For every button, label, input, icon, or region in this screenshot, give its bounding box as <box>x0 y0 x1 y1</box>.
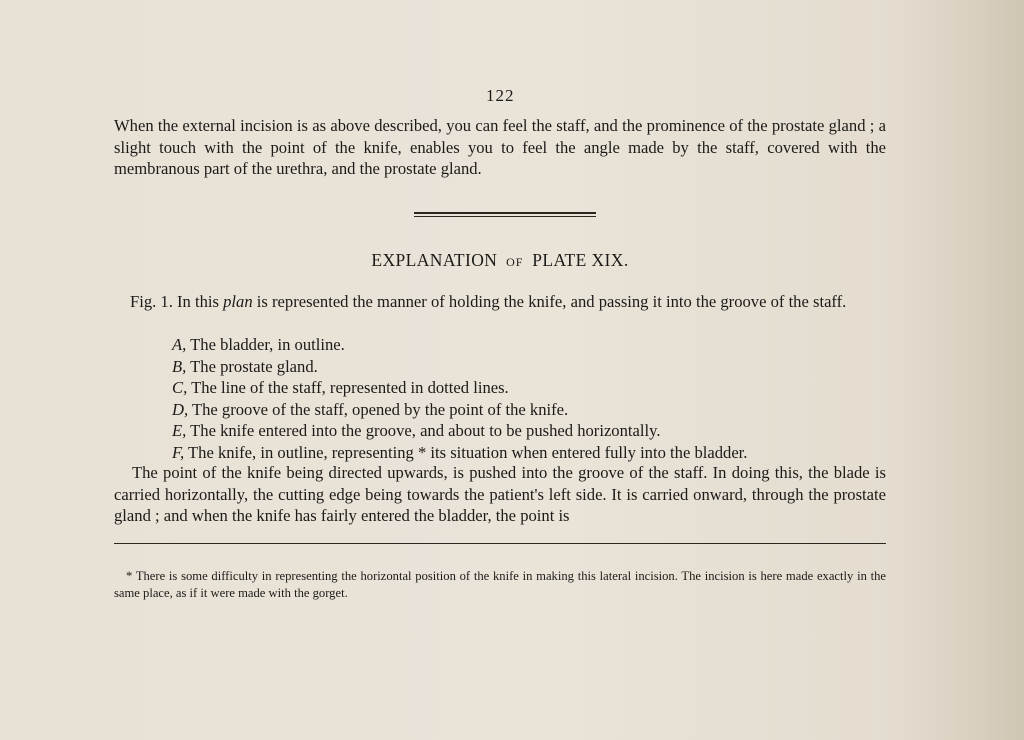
legend-item-a <box>172 334 886 356</box>
fig1-lead: Fig. 1. In this <box>130 292 224 311</box>
heading-explanation: EXPLANATION <box>371 250 498 270</box>
heading-plate: PLATE XIX. <box>532 250 629 270</box>
footnote-rule <box>114 543 886 544</box>
footnote: * There is some difficulty in representing the horizontal position of the knife in making this lateral incision. The incision is here made exactly in the same place, as if it were made with the gorget. <box>114 569 886 600</box>
legend-item-b <box>172 356 886 378</box>
legend-key: D, <box>172 399 189 419</box>
fig1-italic: plan <box>223 292 253 311</box>
intro-paragraph: When the external incision is as above described, you can feel the staff, and the prominence of the prostate gland ; a slight touch with the point of the knife, enables you to feel the angle made by the staff, covered with the membranous part of the urethra, and the prostate gland. <box>114 116 886 178</box>
procedure-paragraph: The point of the knife being directed upwards, is pushed into the groove of the staff. In doing this, the blade is carried horizontally, the cutting edge being towards the patient's left side. It is carried onward, through the prostate gland ; and when the knife has fairly entered the bladder, the point is <box>114 463 886 525</box>
legend-text: The line of the staff, represented in dotted lines. <box>187 378 509 397</box>
heading-of: OF <box>506 255 524 269</box>
legend-text: The prostate gland. <box>186 356 318 376</box>
legend-key: C, <box>172 378 188 397</box>
legend-key: A, <box>172 335 187 354</box>
legend-key: F, <box>172 442 185 462</box>
legend-text: The groove of the staff, opened by the point of the knife. <box>188 399 569 419</box>
legend-list <box>172 334 886 463</box>
legend-key: B, <box>172 356 187 376</box>
legend-key: E, <box>172 421 187 440</box>
fig1-rest: is represented the manner of holding the knife, and passing it into the groove of the staff. <box>252 292 847 311</box>
legend-item-c <box>172 377 886 399</box>
page-number: 122 <box>486 86 515 105</box>
legend-item-f <box>172 442 886 464</box>
legend-text: The bladder, in outline. <box>186 335 345 354</box>
legend-item-e <box>172 420 886 442</box>
figure-1-description <box>114 291 886 313</box>
double-rule-divider <box>414 212 596 217</box>
legend-text: The knife, in outline, representing * its situation when entered fully into the bladder. <box>184 442 748 462</box>
section-heading <box>114 250 886 271</box>
legend-item-d <box>172 399 886 421</box>
legend-text: The knife entered into the groove, and about to be pushed horizontally. <box>186 421 661 440</box>
